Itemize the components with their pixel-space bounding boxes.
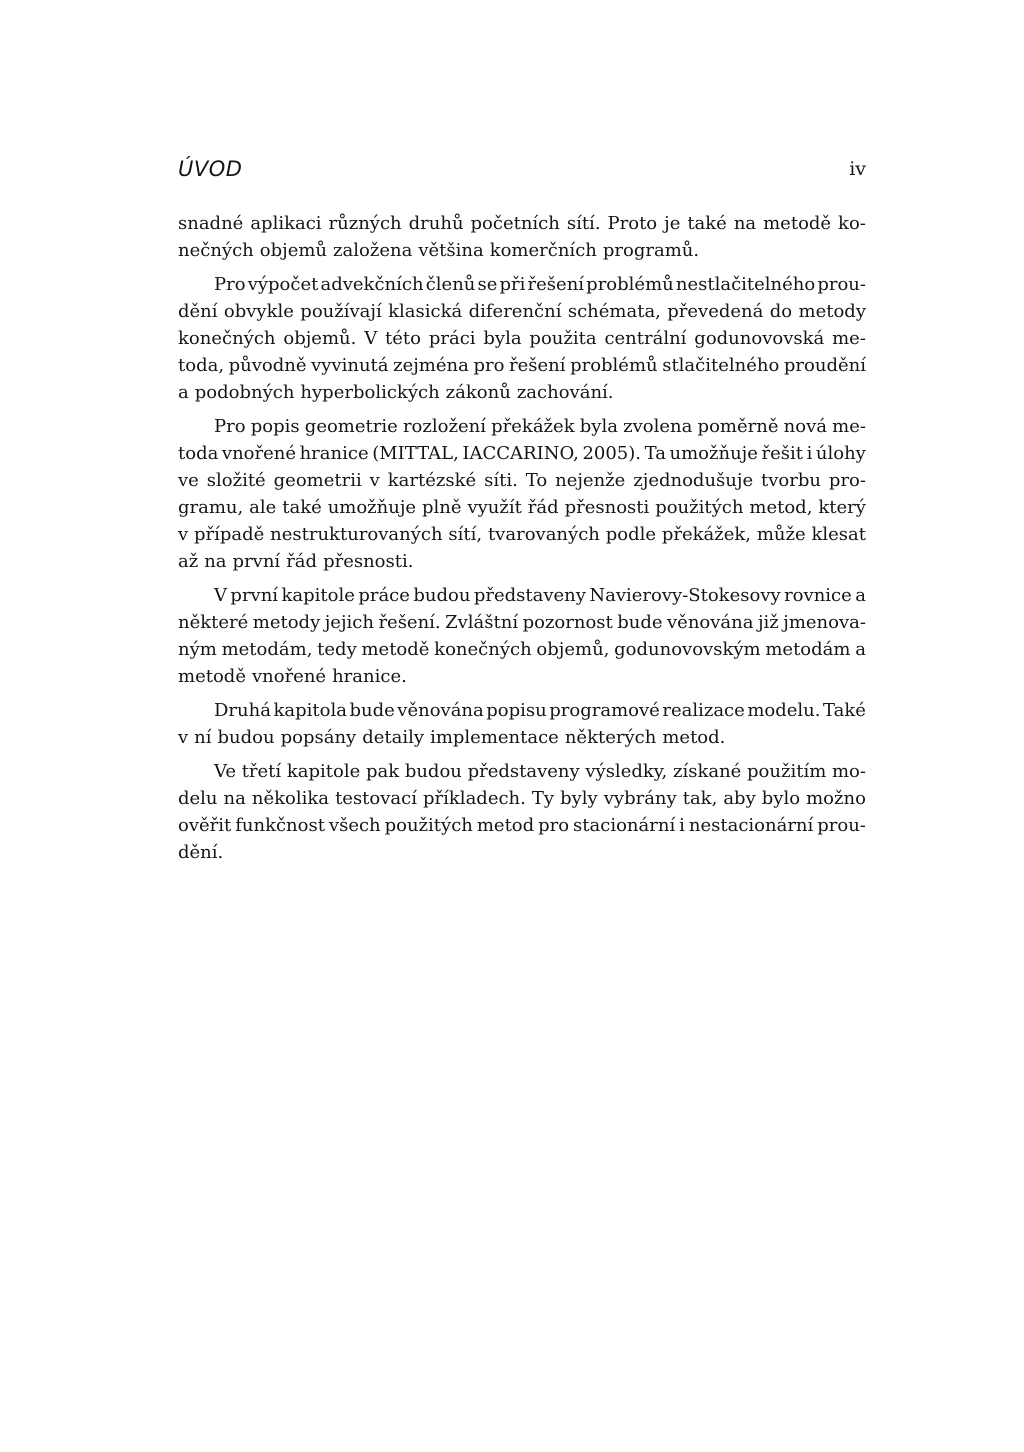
text-line: dění.: [178, 842, 224, 863]
chapter-title: ÚVOD: [178, 157, 243, 181]
text-line: gramu, ale také umožňuje plně využít řád přesnosti použitých metod, který: [178, 497, 866, 518]
text-line: Pro výpočet advekčních členů se při řešení problémů nestlačitelného prou-: [214, 274, 866, 295]
paragraph: [178, 413, 866, 575]
text-line: nečných objemů založena většina komerčních programů.: [178, 240, 700, 261]
text-line: některé metody jejich řešení. Zvláštní pozornost bude věnována již jmenova-: [178, 612, 866, 633]
text-line: snadné aplikaci různých druhů početních sítí. Proto je také na metodě ko-: [178, 213, 866, 234]
paragraph: [178, 582, 866, 690]
paragraph: [178, 210, 866, 264]
text-line: toda vnořené hranice (MITTAL, IACCARINO, 2005). Ta umožňuje řešit i úlohy: [178, 443, 866, 464]
text-line: v případě nestrukturovaných sítí, tvarovaných podle překážek, může klesat: [178, 524, 866, 545]
text-line: ověřit funkčnost všech použitých metod pro stacionární i nestacionární prou-: [178, 815, 866, 836]
text-line: až na první řád přesnosti.: [178, 551, 414, 572]
text-line: a podobných hyperbolických zákonů zachování.: [178, 382, 614, 403]
text-line: v ní budou popsány detaily implementace některých metod.: [178, 727, 726, 748]
text-line: V první kapitole práce budou představeny Navierovy-Stokesovy rovnice a: [214, 585, 866, 606]
text-line: ve složité geometrii v kartézské síti. To nejenže zjednodušuje tvorbu pro-: [178, 470, 866, 491]
text-line: toda, původně vyvinutá zejména pro řešení problémů stlačitelného proudění: [178, 355, 866, 376]
text-line: Ve třetí kapitole pak budou představeny výsledky, získané použitím mo-: [214, 761, 866, 782]
text-line: Pro popis geometrie rozložení překážek byla zvolena poměrně nová me-: [214, 416, 866, 437]
text-line: Druhá kapitola bude věnována popisu programové realizace modelu. Také: [214, 700, 866, 721]
paragraph: [178, 271, 866, 406]
page-number: iv: [849, 158, 866, 180]
paragraph: [178, 697, 866, 751]
text-line: konečných objemů. V této práci byla použita centrální godunovovská me-: [178, 328, 866, 349]
paragraph: [178, 758, 866, 866]
body-text: [178, 210, 866, 866]
text-line: delu na několika testovací příkladech. Ty byly vybrány tak, aby bylo možno: [178, 788, 866, 809]
text-line: ným metodám, tedy metodě konečných objemů, godunovovským metodám a: [178, 639, 866, 660]
text-line: dění obvykle používají klasická diferenční schémata, převedená do metody: [178, 301, 866, 322]
running-header: [178, 155, 866, 189]
text-line: metodě vnořené hranice.: [178, 666, 407, 687]
